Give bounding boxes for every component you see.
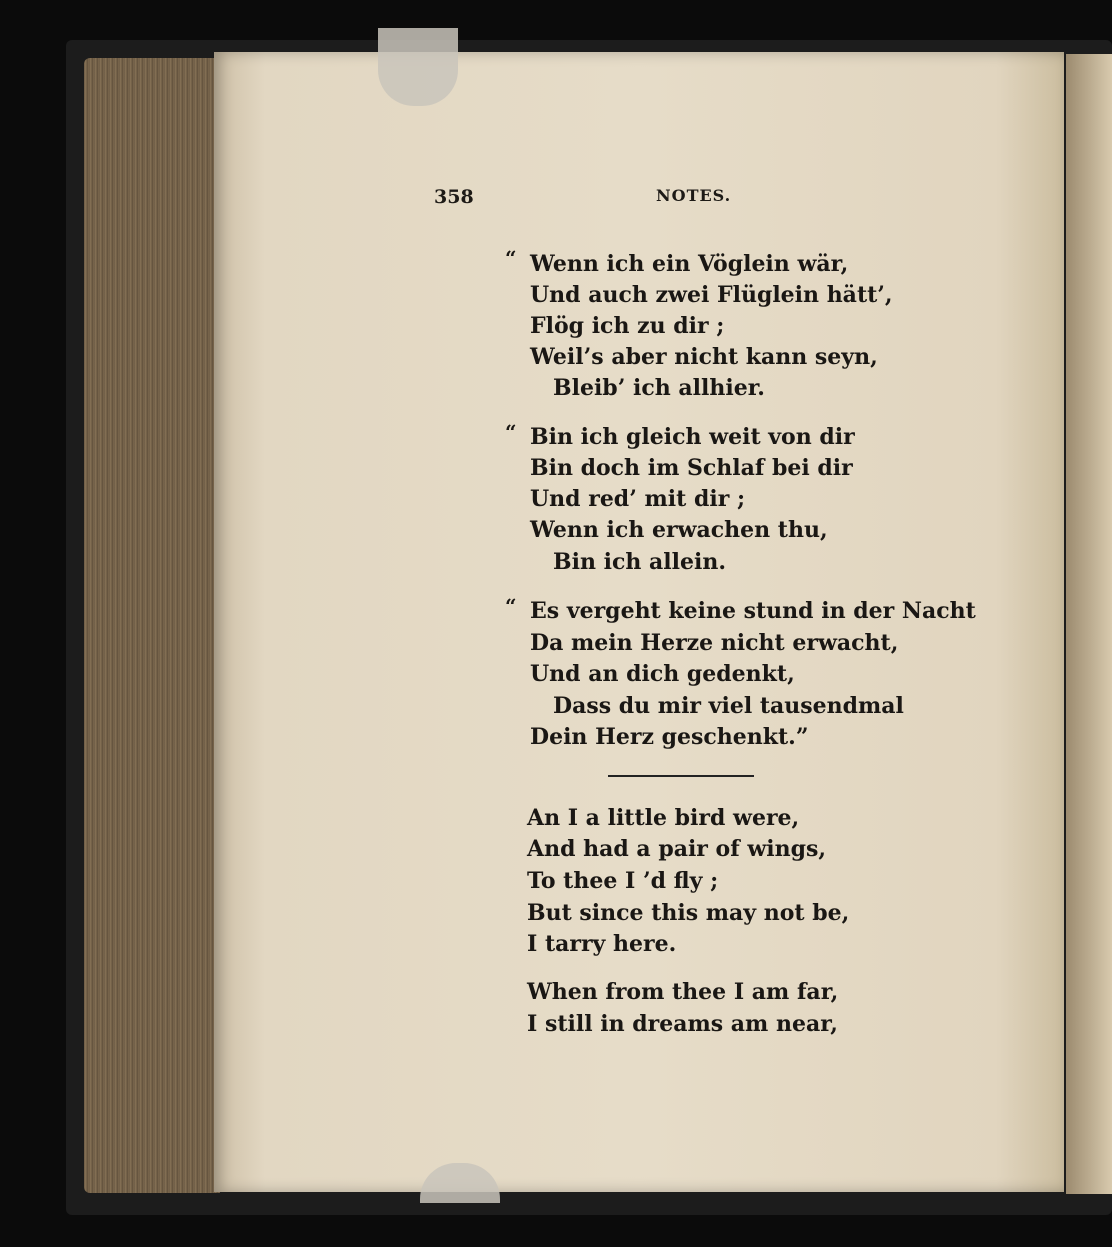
running-head: NOTES. [656,186,732,205]
poem-line: Bin ich gleich weit von dir [530,424,855,450]
poem-line: I still in dreams am near, [527,1011,838,1037]
poem-line: Und red’ mit dir ; [530,486,746,512]
poem-line: Dass du mir viel tausendmal [553,693,904,719]
poem-line: Es vergeht keine stund in der Nacht [530,598,976,624]
poem-line: When from thee I am far, [527,979,839,1005]
page-header [434,186,764,216]
poem-line: Flög ich zu dir ; [530,313,725,339]
open-quote: “ [505,594,517,618]
poem-line: And had a pair of wings, [527,836,827,862]
poem-line: Und auch zwei Flüglein hätt’, [530,282,893,308]
open-quote: “ [505,246,517,270]
open-quote: “ [505,420,517,444]
poem-line: To thee I ’d fly ; [527,868,719,894]
page-clip-top [378,28,458,106]
poem-line: Dein Herz geschenkt.” [530,724,809,750]
poem-line: Bin doch im Schlaf bei dir [530,455,853,481]
section-divider [608,775,754,777]
poem-line: I tarry here. [527,931,677,957]
page-edges [84,58,220,1193]
poem-line: Und an dich gedenkt, [530,661,795,687]
poem-line: An I a little bird were, [527,805,800,831]
poem-line: Wenn ich erwachen thu, [530,517,828,543]
poem-line: Wenn ich ein Vöglein wär, [530,251,849,277]
facing-page-edge [1066,54,1112,1194]
poem-line: Da mein Herze nicht erwacht, [530,630,899,656]
poem-line: Weil’s aber nicht kann seyn, [530,344,878,370]
page-number: 358 [434,186,474,208]
poem-line: But since this may not be, [527,900,850,926]
poem-line: Bleib’ ich allhier. [553,375,765,401]
poem-line: Bin ich allein. [553,549,726,575]
